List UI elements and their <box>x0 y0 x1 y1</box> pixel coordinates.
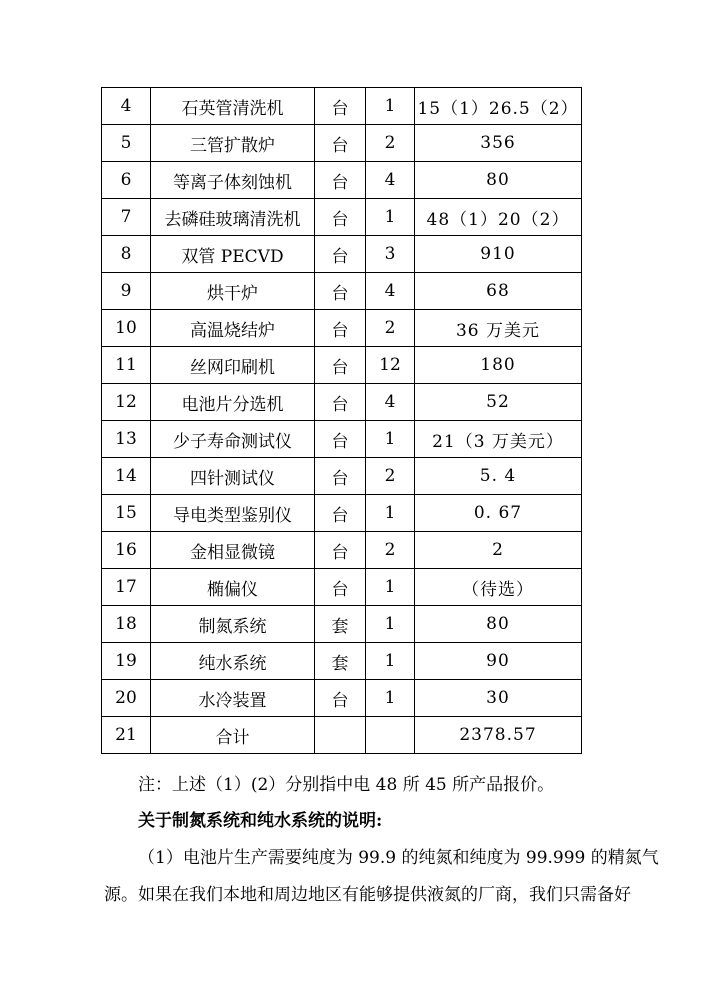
cell-qty: 1 <box>366 569 415 606</box>
cell-name: 导电类型鉴别仪 <box>151 495 315 532</box>
cell-no: 19 <box>102 643 151 680</box>
table-row <box>102 310 582 347</box>
cell-qty: 1 <box>366 88 415 125</box>
cell-unit: 台 <box>315 532 366 569</box>
cell-unit <box>315 717 366 754</box>
cell-no: 14 <box>102 458 151 495</box>
cell-qty: 12 <box>366 347 415 384</box>
cell-unit: 台 <box>315 384 366 421</box>
cell-no: 18 <box>102 606 151 643</box>
cell-qty: 4 <box>366 384 415 421</box>
cell-name: 去磷硅玻璃清洗机 <box>151 199 315 236</box>
cell-unit: 台 <box>315 236 366 273</box>
cell-name: 三管扩散炉 <box>151 125 315 162</box>
cell-price: 90 <box>415 643 582 680</box>
cell-price: 5. 4 <box>415 458 582 495</box>
cell-no: 7 <box>102 199 151 236</box>
cell-qty: 3 <box>366 236 415 273</box>
cell-name: 双管 PECVD <box>151 236 315 273</box>
cell-name: 制氮系统 <box>151 606 315 643</box>
section-heading: 关于制氮系统和纯水系统的说明: <box>138 811 383 831</box>
cell-unit: 台 <box>315 88 366 125</box>
table-row <box>102 384 582 421</box>
paragraph-line-2: 源。如果在我们本地和周边地区有能够提供液氮的厂商，我们只需备好 <box>104 885 631 905</box>
cell-unit: 台 <box>315 495 366 532</box>
cell-price: 36 万美元 <box>415 310 582 347</box>
cell-price: （待选） <box>415 569 582 606</box>
cell-name: 四针测试仪 <box>151 458 315 495</box>
cell-no: 17 <box>102 569 151 606</box>
cell-no: 10 <box>102 310 151 347</box>
equipment-table <box>101 87 582 754</box>
cell-name: 等离子体刻蚀机 <box>151 162 315 199</box>
table-note: 注：上述（1）(2）分别指中电 48 所 45 所产品报价。 <box>138 775 555 795</box>
table-row <box>102 162 582 199</box>
cell-name: 电池片分选机 <box>151 384 315 421</box>
cell-price: 0. 67 <box>415 495 582 532</box>
cell-price: 80 <box>415 162 582 199</box>
table-row <box>102 199 582 236</box>
cell-price: 30 <box>415 680 582 717</box>
cell-unit: 台 <box>315 680 366 717</box>
cell-qty: 4 <box>366 273 415 310</box>
cell-no: 11 <box>102 347 151 384</box>
cell-name: 高温烧结炉 <box>151 310 315 347</box>
cell-unit: 套 <box>315 606 366 643</box>
cell-unit: 台 <box>315 310 366 347</box>
table-row <box>102 273 582 310</box>
table-row <box>102 458 582 495</box>
cell-qty: 1 <box>366 495 415 532</box>
cell-price: 15（1）26.5（2） <box>415 88 582 125</box>
cell-qty <box>366 717 415 754</box>
cell-no: 4 <box>102 88 151 125</box>
cell-name: 石英管清洗机 <box>151 88 315 125</box>
cell-unit: 台 <box>315 162 366 199</box>
cell-name: 水冷装置 <box>151 680 315 717</box>
cell-price: 180 <box>415 347 582 384</box>
table-row <box>102 88 582 125</box>
cell-qty: 2 <box>366 310 415 347</box>
cell-unit: 台 <box>315 125 366 162</box>
table-row <box>102 532 582 569</box>
cell-qty: 1 <box>366 680 415 717</box>
cell-no: 9 <box>102 273 151 310</box>
table-row <box>102 643 582 680</box>
cell-unit: 台 <box>315 199 366 236</box>
equipment-table-body <box>102 88 582 754</box>
cell-name: 纯水系统 <box>151 643 315 680</box>
cell-no: 16 <box>102 532 151 569</box>
cell-no: 6 <box>102 162 151 199</box>
cell-qty: 4 <box>366 162 415 199</box>
cell-unit: 台 <box>315 347 366 384</box>
cell-name: 金相显微镜 <box>151 532 315 569</box>
table-row <box>102 125 582 162</box>
cell-unit: 台 <box>315 458 366 495</box>
cell-no: 21 <box>102 717 151 754</box>
cell-price: 48（1）20（2） <box>415 199 582 236</box>
cell-name: 烘干炉 <box>151 273 315 310</box>
cell-qty: 1 <box>366 643 415 680</box>
cell-price: 21（3 万美元） <box>415 421 582 458</box>
cell-unit: 台 <box>315 273 366 310</box>
table-row <box>102 421 582 458</box>
cell-price: 356 <box>415 125 582 162</box>
cell-price: 910 <box>415 236 582 273</box>
table-row <box>102 569 582 606</box>
cell-qty: 1 <box>366 421 415 458</box>
cell-no: 13 <box>102 421 151 458</box>
cell-name: 椭偏仪 <box>151 569 315 606</box>
cell-price: 52 <box>415 384 582 421</box>
cell-name: 合计 <box>151 717 315 754</box>
cell-name: 少子寿命测试仪 <box>151 421 315 458</box>
table-row <box>102 347 582 384</box>
table-row <box>102 717 582 754</box>
table-row <box>102 236 582 273</box>
cell-name: 丝网印刷机 <box>151 347 315 384</box>
cell-price: 2 <box>415 532 582 569</box>
cell-qty: 2 <box>366 125 415 162</box>
cell-unit: 套 <box>315 643 366 680</box>
cell-no: 5 <box>102 125 151 162</box>
cell-unit: 台 <box>315 421 366 458</box>
cell-price: 80 <box>415 606 582 643</box>
table-row <box>102 606 582 643</box>
table-row <box>102 495 582 532</box>
cell-price: 2378.57 <box>415 717 582 754</box>
paragraph-line-1: （1）电池片生产需要纯度为 99.9 的纯氮和纯度为 99.999 的精氮气 <box>138 848 659 868</box>
cell-qty: 1 <box>366 606 415 643</box>
table-row <box>102 680 582 717</box>
cell-unit: 台 <box>315 569 366 606</box>
cell-qty: 1 <box>366 199 415 236</box>
cell-price: 68 <box>415 273 582 310</box>
cell-no: 20 <box>102 680 151 717</box>
cell-qty: 2 <box>366 458 415 495</box>
cell-no: 15 <box>102 495 151 532</box>
cell-qty: 2 <box>366 532 415 569</box>
cell-no: 12 <box>102 384 151 421</box>
cell-no: 8 <box>102 236 151 273</box>
